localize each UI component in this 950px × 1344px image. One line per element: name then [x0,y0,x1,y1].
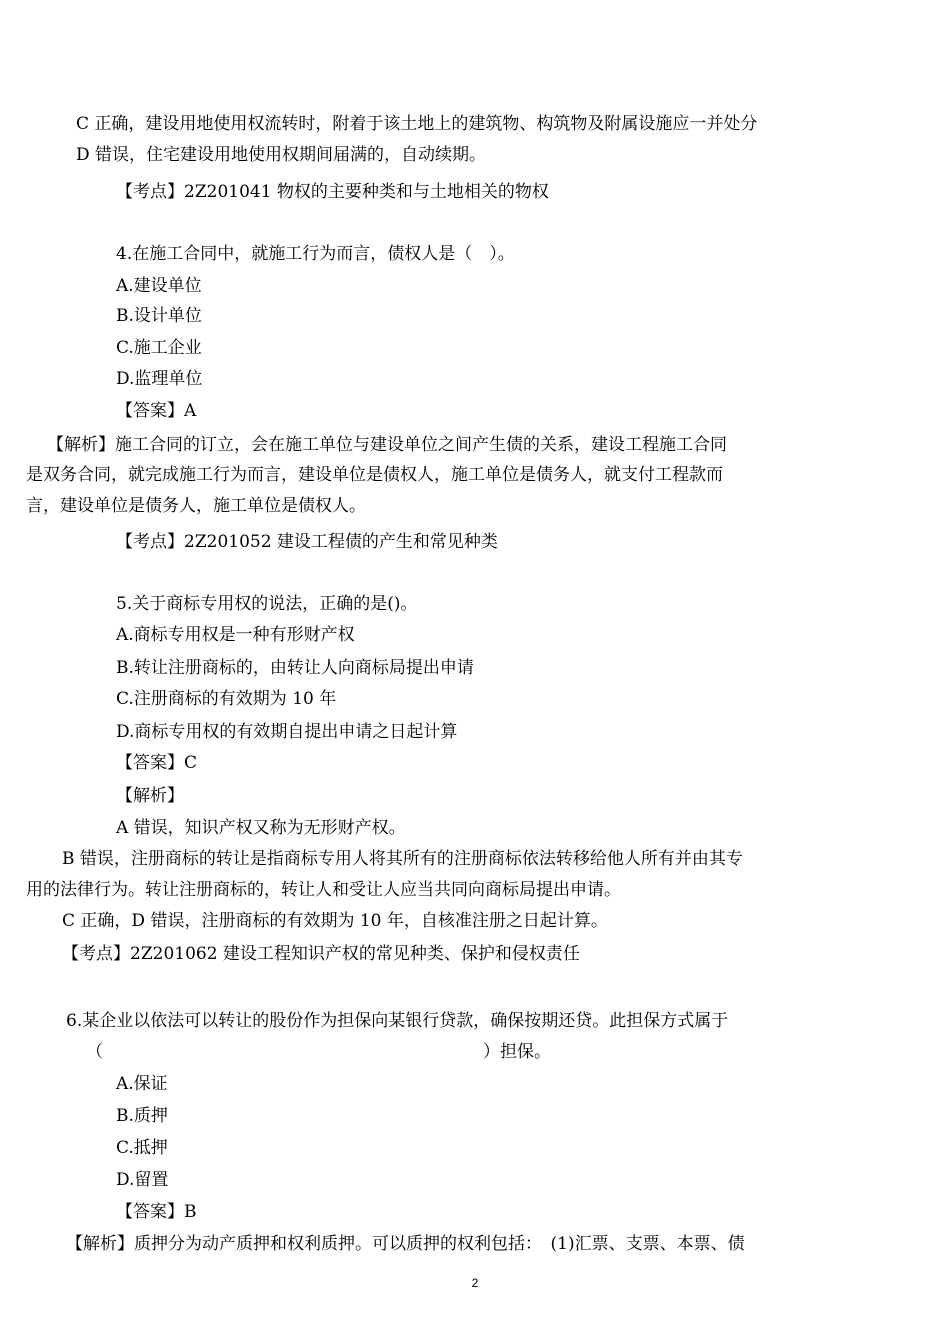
q6-close-bracket: ）担保。 [483,1042,551,1062]
q5-analysis-a: A 错误，知识产权又称为无形财产权。 [116,818,406,838]
q6-option-a: A.保证 [116,1074,168,1094]
q4-analysis-line-3: 言，建设单位是债务人，施工单位是债权人。 [26,496,366,516]
q5-analysis-b-line-1: B 错误，注册商标的转让是指商标专用人将其所有的注册商标依法转移给他人所有并由其专 [62,849,743,869]
text-line-d-wrong: D 错误，住宅建设用地使用权期间届满的，自动续期。 [76,145,487,165]
q4-analysis-line-2: 是双务合同，就完成施工行为而言，建设单位是债权人，施工单位是债务人，就支付工程款而 [26,465,723,485]
q6-open-bracket: （ [86,1042,103,1062]
q6-answer: 【答案】B [116,1202,197,1222]
q4-option-b: B.设计单位 [116,306,202,326]
exam-point-2: 【考点】2Z201052 建设工程债的产生和常见种类 [116,532,498,552]
q5-analysis-cd: C 正确，D 错误，注册商标的有效期为 10 年，自核准注册之日起计算。 [62,911,608,931]
exam-point-1: 【考点】2Z201041 物权的主要种类和与土地相关的物权 [116,182,549,202]
q4-analysis-line-1: 【解析】施工合同的订立，会在施工单位与建设单位之间产生债的关系，建设工程施工合同 [47,435,727,455]
q4-option-c: C.施工企业 [116,338,202,358]
q5-option-a: A.商标专用权是一种有形财产权 [116,625,355,645]
q6-analysis-line-1: 【解析】质押分为动产质押和权利质押。可以质押的权利包括： (1)汇票、支票、本票、债 [66,1234,745,1254]
q4-option-a: A.建设单位 [116,276,202,296]
q5-option-d: D.商标专用权的有效期自提出申请之日起计算 [116,722,458,742]
page-number: 2 [471,1276,479,1290]
q5-option-b: B.转让注册商标的，由转让人向商标局提出申请 [116,658,474,678]
q5-analysis-heading: 【解析】 [116,786,184,806]
q5-answer: 【答案】C [116,753,198,773]
q5-option-c: C.注册商标的有效期为 10 年 [116,689,337,709]
q6-option-d: D.留置 [116,1170,169,1190]
question-4: 4.在施工合同中，就施工行为而言，债权人是（ ）。 [116,244,515,264]
q4-option-d: D.监理单位 [116,369,203,389]
exam-point-3: 【考点】2Z201062 建设工程知识产权的常见种类、保护和侵权责任 [62,944,580,964]
q5-analysis-b-line-2: 用的法律行为。转让注册商标的，转让人和受让人应当共同向商标局提出申请。 [26,880,621,900]
question-6-line-1: 6.某企业以依法可以转让的股份作为担保向某银行贷款，确保按期还贷。此担保方式属于 [66,1011,729,1031]
q4-answer: 【答案】A [116,401,197,421]
question-6-line-2 [86,1041,551,1063]
q6-option-b: B.质押 [116,1106,168,1126]
text-line-c-correct: C 正确，建设用地使用权流转时，附着于该土地上的建筑物、构筑物及附属设施应一并处分 [76,114,758,134]
question-5: 5.关于商标专用权的说法，正确的是()。 [116,594,418,614]
q6-option-c: C.抵押 [116,1138,168,1158]
